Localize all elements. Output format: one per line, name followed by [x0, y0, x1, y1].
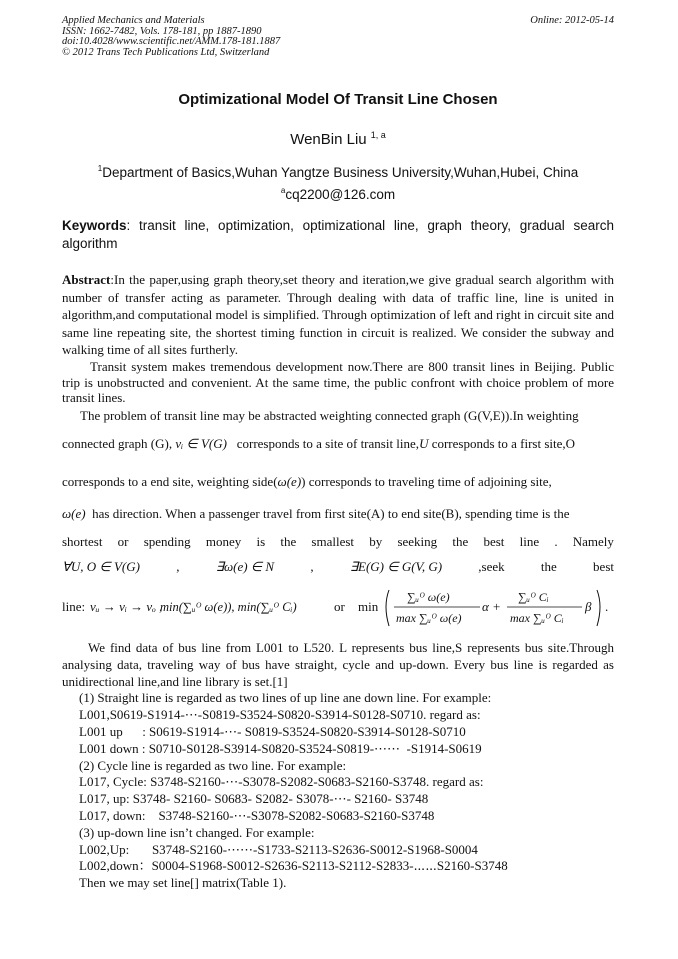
author-line: [62, 130, 614, 148]
affiliation-line: [62, 160, 614, 182]
text-segment: corresponds to a site of transit line,: [236, 436, 420, 451]
word: the: [280, 534, 297, 549]
word: or: [117, 534, 129, 549]
abstract-text: :In the paper,using graph theory,set theory and iteration,we give gradual search algorithm with number of transfer acting as parameter. Through dealing with data of traffic line, line is united in algorithm,and computational model is simplified. Through optimization of left and right in circuit site and same line repeating site, the shortest timing function in circuit is realized. We consider the subway and walking time of all sites furtherly.: [62, 272, 614, 358]
formula-alpha: α +: [482, 599, 501, 614]
word: smallest: [311, 534, 355, 549]
formula-right-paren: [597, 590, 600, 626]
word: best: [483, 534, 505, 549]
formula-num1: ∑ᵤᴼ ω(e): [407, 590, 450, 604]
example-line: (3) up-down line isn’t changed. For example:: [79, 824, 315, 840]
formula-min-pair: min(∑ᵤᴼ ω(e)), min(∑ᵤᴼ Cᵢ): [160, 600, 297, 614]
paragraph-problem-line2: [62, 436, 614, 452]
paper-title: Optimizational Model Of Transit Line Chosen: [178, 91, 498, 108]
example-line: (2) Cycle line is regarded as two line. For example:: [79, 757, 347, 773]
formula-den2: max ∑ᵤᴼ Cᵢ: [510, 611, 564, 625]
author-superscript: 1, a: [370, 130, 386, 140]
abstract: [62, 271, 614, 359]
paragraph-problem-line4: [62, 506, 614, 522]
paragraph-problem-line3: [62, 474, 614, 490]
word: .: [554, 534, 558, 549]
paragraph-problem-line6: [62, 559, 614, 575]
online-date: Online: 2012-05-14: [530, 15, 614, 26]
email-line: [62, 182, 614, 204]
word: line: [519, 534, 540, 549]
example-line: (1) Straight line is regarded as two lines of up line ane down line. For example:: [79, 690, 492, 706]
paragraph-intro: Transit system makes tremendous development now.There are 800 transit lines in Beijing. Public trip is unobstructed and convenient. At the same time, the public confront with choice problem of more transit lines.: [62, 359, 614, 405]
paragraph-problem-line5: [62, 534, 614, 550]
word: ,: [310, 559, 314, 574]
math-vi-in-vg: vᵢ ∈ V(G): [175, 436, 227, 451]
example-line: L001 down : S0710-S0128-S3914-S0820-S3524-S0819-⋯⋯ -S1914-S0619: [79, 740, 482, 756]
word: the: [540, 559, 557, 574]
text-segment: has direction. When a passenger travel from first site(A) to end site(B), spending time is the: [92, 506, 570, 521]
math-exists-eg: ∃E(G) ∈ G(V, G): [349, 559, 443, 574]
word: money: [205, 534, 242, 549]
author-email: cq2200@126.com: [285, 187, 396, 202]
formula-end: .: [605, 599, 609, 614]
affiliation-text: Department of Basics,Wuhan Yangtze Business University,Wuhan,Hubei, China: [102, 165, 579, 180]
math-omega-e: ω(e): [277, 474, 302, 489]
formula-num2: ∑ᵤᴼ Cᵢ: [518, 590, 549, 604]
journal-copyright: © 2012 Trans Tech Publications Ltd, Switzerland: [62, 46, 270, 58]
keywords: [62, 217, 614, 253]
example-line: L017, Cycle: S3748-S2160-⋯-S3078-S2082-S0683-S2160-S3748. regard as:: [79, 774, 484, 790]
example-line: L001 up : S0619-S1914-⋯- S0819-S3524-S0820-S3914-S0128-S0710: [79, 723, 466, 739]
paragraph-problem-line1: The problem of transit line may be abstracted weighting connected graph (G(V,E)).In weighting: [80, 408, 579, 423]
math-omega-e: ω(e): [62, 506, 86, 521]
math-forall-u-o: ∀U, O ∈ V(G): [62, 559, 140, 574]
formula-min: min: [358, 599, 379, 614]
word: seeking: [397, 534, 438, 549]
example-line: L001,S0619-S1914-⋯-S0819-S3524-S0820-S3914-S0128-S0710. regard as:: [79, 707, 481, 723]
journal-doi: doi:10.4028/www.scientific.net/AMM.178-181.1887: [62, 36, 281, 47]
text-segment: corresponds to a end site, weighting side(: [62, 474, 278, 489]
word: is: [256, 534, 266, 549]
objective-formula: [62, 582, 622, 630]
formula-den1: max ∑ᵤᴼ ω(e): [396, 611, 462, 625]
word: best: [593, 559, 614, 574]
journal-name: Applied Mechanics and Materials: [62, 15, 205, 26]
journal-issn: ISSN: 1662-7482, Vols. 178-181, pp 1887-1890: [62, 25, 262, 37]
paragraph-bus-data: We find data of bus line from L001 to L520. L represents bus line,S represents bus site.Through analysing data, traveling way of bus have straight, cycle and up-down. Every bus line is regarded as unidirectional line,and line library is set.[1]: [62, 640, 614, 689]
word: Namely: [572, 534, 614, 549]
math-u: U: [419, 436, 429, 451]
formula-path: vᵤ → vᵢ → vₒ ,: [90, 599, 163, 614]
email-sup: a: [280, 186, 286, 195]
word: by: [369, 534, 383, 549]
word: spending: [143, 534, 191, 549]
abstract-label: Abstract: [62, 272, 111, 287]
line-examples: [62, 640, 614, 892]
example-line: L002,down：S0004-S1968-S0012-S2636-S2113-S2112-S2833-⋯⋯S2160-S3748: [79, 858, 508, 874]
text-segment: corresponds to a first site,O: [431, 436, 576, 451]
example-line: L017, down: S3748-S2160-⋯-S3078-S2082-S0683-S2160-S3748: [79, 807, 435, 823]
example-line: Then we may set line[] matrix(Table 1).: [79, 875, 287, 891]
math-exists-omega: ∃ω(e) ∈ N: [215, 559, 275, 574]
formula-beta: β: [585, 599, 592, 614]
formula-prefix: line:: [62, 599, 86, 614]
word: ,: [176, 559, 180, 574]
text-segment: ) corresponds to traveling time of adjoining site,: [301, 474, 552, 489]
keywords-label: Keywords: [62, 218, 127, 233]
journal-header: [62, 16, 614, 58]
word: the: [452, 534, 469, 549]
word: shortest: [62, 534, 103, 549]
affiliation: [62, 160, 614, 204]
affiliation-sup: 1: [97, 164, 103, 173]
keywords-text: : transit line, optimization, optimizational line, graph theory, gradual search algorithm: [62, 218, 614, 251]
word: ,seek: [478, 559, 505, 574]
formula-left-paren: [386, 590, 389, 626]
example-line: L017, up: S3748- S2160- S0683- S2082- S3078-⋯- S2160- S3748: [79, 791, 429, 807]
formula-or: or: [334, 599, 345, 614]
text-segment: connected graph (G),: [62, 436, 173, 451]
example-line: L002,Up: S3748-S2160-⋯⋯-S1733-S2113-S2636-S0012-S1968-S0004: [79, 841, 478, 857]
author-name: WenBin Liu: [290, 131, 367, 148]
